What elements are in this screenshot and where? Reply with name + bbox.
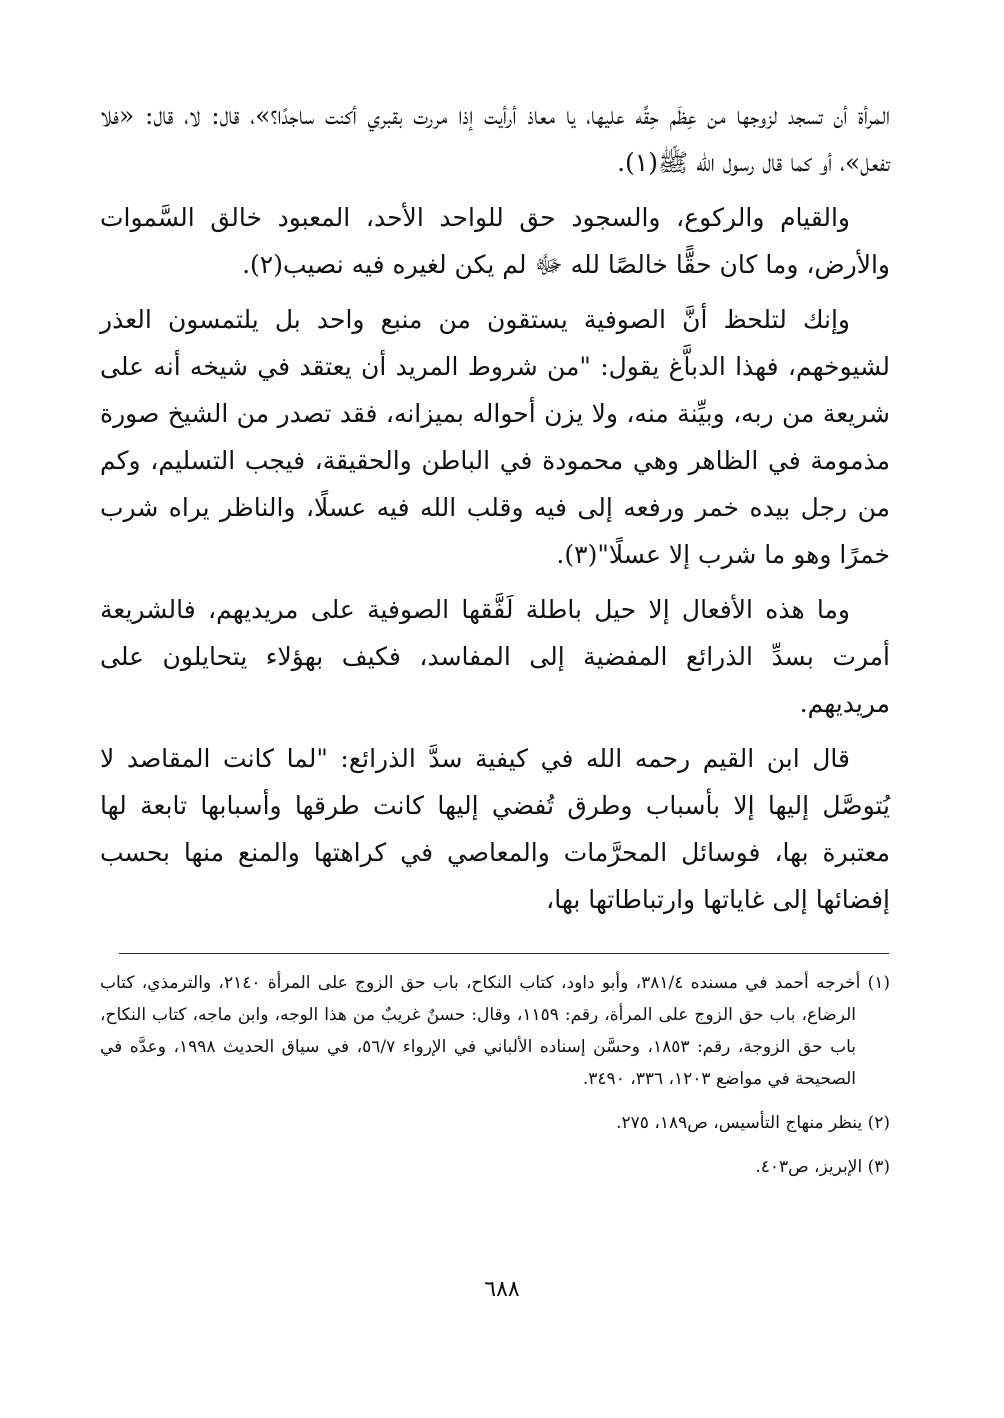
main-text-body [100, 92, 890, 931]
paragraph-1: المرأة أن تسجد لزوجها من عِظَم حِقِّه عليها، يا معاذ أرأيت إذا مررت بقبري أكنت ساجدًا؟»، قال: لا، قال: «فلا تفعل»، أو كما قال رسول الله ﷺ(١). [100, 101, 890, 177]
footnote-2: (٢) ينظر منهاج التأسيس، ص١٨٩، ٢٧٥. [616, 1113, 890, 1133]
footnote-separator [119, 953, 889, 954]
footnote-3: (٣) الإبريز، ص٤٠٣. [755, 1157, 890, 1177]
page-number: ٦٨٨ [484, 1277, 520, 1302]
paragraph-4: وما هذه الأفعال إلا حيل باطلة لَفَّقها الصوفية على مريديهم، فالشريعة أمرت بسدِّ الذرائع المفضية إلى المفاسد، فكيف بهؤلاء يتحايلون على مريديهم. [100, 595, 890, 718]
footnote-1: (١) أخرجه أحمد في مسنده ٣٨١/٤، وأبو داود، كتاب النكاح، باب حق الزوج على المرأة ٢١٤٠، والترمذي، كتاب الرضاع، باب حق الزوج على المرأة، رقم: ١١٥٩، وقال: حسنٌ غريبٌ من هذا الوجه، وابن ماجه، كتاب النكاح، باب حق الزوجة، رقم: ١٨٥٣، وحسَّن إسناده الألباني في الإرواء ٥٦/٧، في سياق الحديث ١٩٩٨، وعدَّه في الصحيحة في مواضع ١٢٠٣، ٣٣٦، ٣٤٩٠. [100, 973, 890, 1089]
paragraph-3: وإنك لتلحظ أنَّ الصوفية يستقون من منبع واحد بل يلتمسون العذر لشيوخهم، فهذا الدباَّغ يقول: "من شروط المريد أن يعتقد في شيخه أنه على شريعة من ربه، وبيِّنة منه، ولا يزن أحواله بميزانه، فقد تصدر من الشيخ صورة مذمومة في الظاهر وهي محمودة في الباطن والحقيقة، فيجب التسليم، وكم من رجل بيده خمر ورفعه إلى فيه وقلب الله فيه عسلًا، والناظر يراه شرب خمرًا وهو ما شرب إلا عسلًا"(٣). [100, 305, 890, 569]
footnotes-section [100, 967, 890, 1195]
paragraph-5: قال ابن القيم رحمه الله في كيفية سدَّ الذرائع: "لما كانت المقاصد لا يُتوصَّل إليها إلا بأسباب وطرق تُفضي إليها كانت طرقها وأسبابها تابعة لها معتبرة بها، فوسائل المحرَّمات والمعاصي في كراهتها والمنع منها بحسب إفضائها إلى غاياتها وارتباطاتها بها، [100, 744, 890, 914]
paragraph-2: والقيام والركوع، والسجود حق للواحد الأحد، المعبود خالق السَّموات والأرض، وما كان حقًّا خالصًا لله ﷻ لم يكن لغيره فيه نصيب(٢). [100, 203, 890, 279]
